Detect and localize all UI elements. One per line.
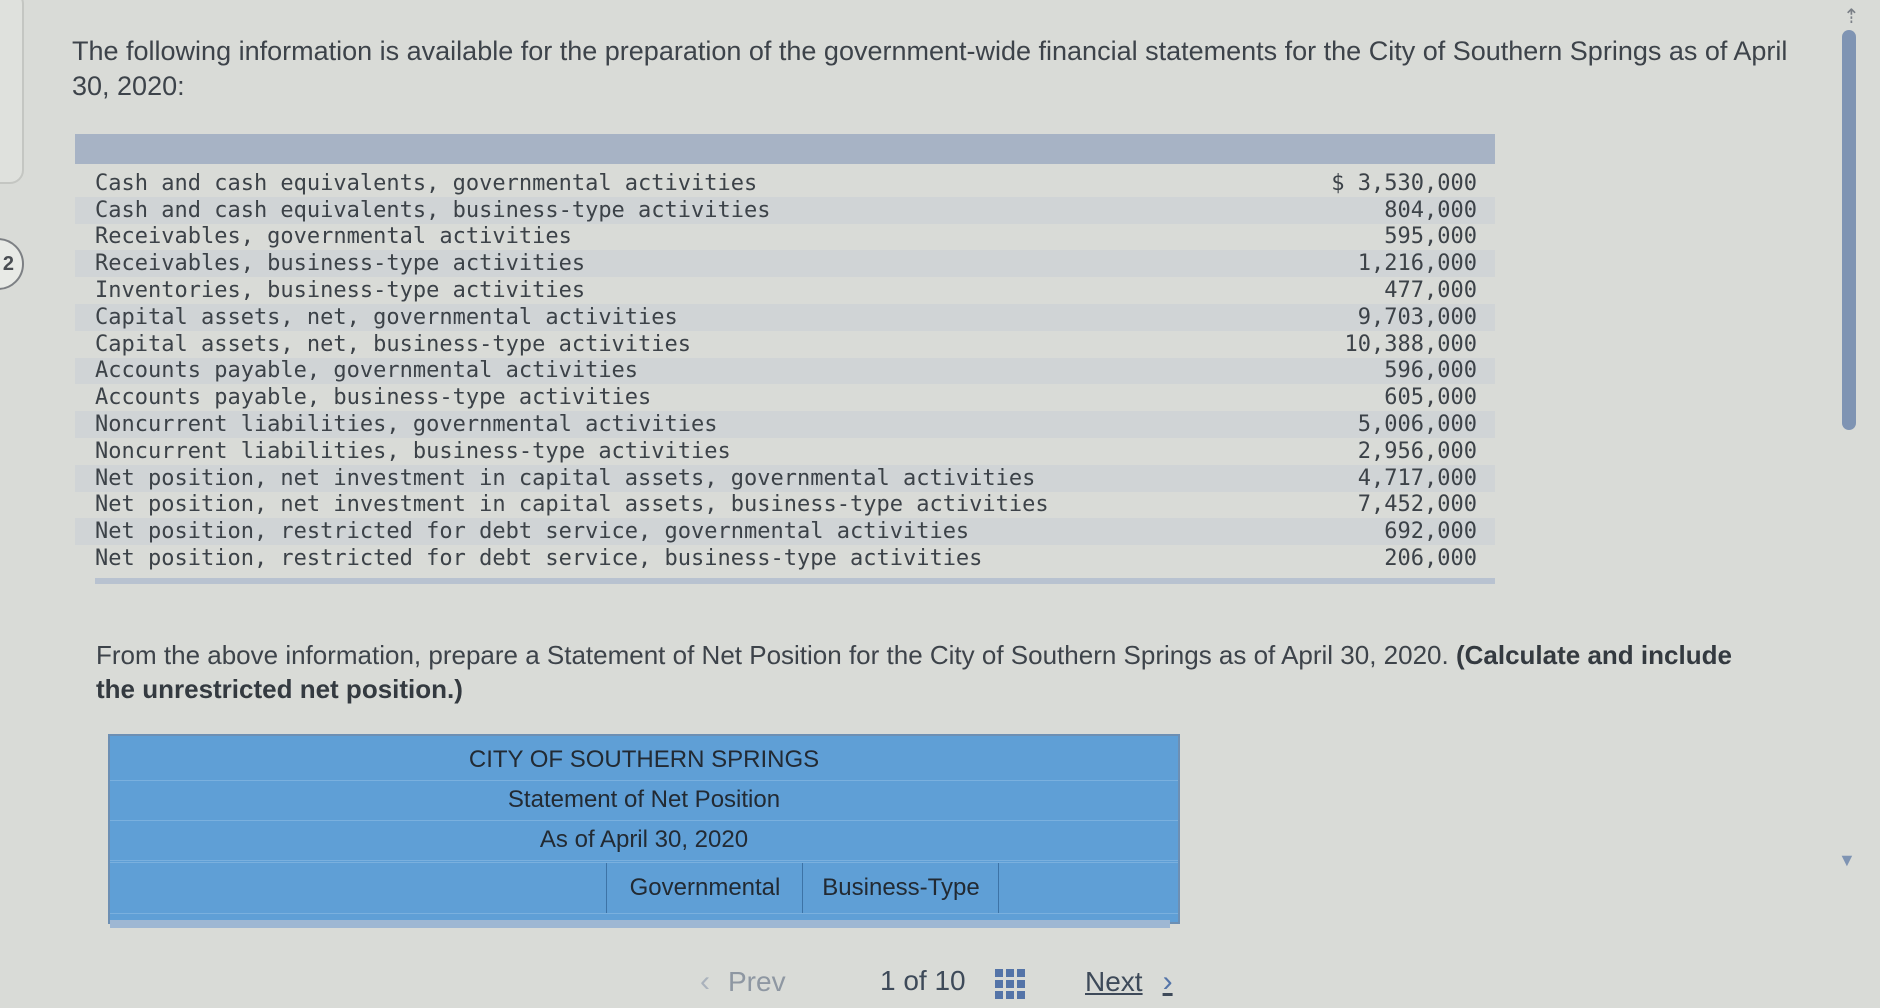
row-amount: 5,006,000 (1357, 412, 1477, 438)
column-header-governmental: Governmental (606, 863, 803, 913)
row-label: Net position, restricted for debt service, governmental activities (95, 519, 970, 545)
given-data-table (75, 134, 1495, 584)
left-panel-edge (0, 0, 24, 184)
row-amount: 10,388,000 (1344, 331, 1477, 357)
table-header-band (75, 134, 1495, 164)
statement-of-net-position (108, 734, 1180, 924)
table-row (75, 438, 1495, 465)
instruction-regular: From the above information, prepare a Statement of Net Position for the City of Southern Springs as of April 30, 2020. (96, 640, 1456, 670)
question-number: 2 (2, 252, 14, 275)
row-label: Noncurrent liabilities, governmental activities (95, 412, 718, 438)
row-amount: 477,000 (1384, 278, 1477, 304)
row-label: Cash and cash equivalents, business-type activities (95, 197, 771, 223)
row-label: Inventories, business-type activities (95, 278, 586, 304)
row-label: Accounts payable, business-type activities (95, 385, 652, 411)
statement-date: As of April 30, 2020 (110, 820, 1178, 861)
row-amount: 4,717,000 (1357, 465, 1477, 491)
table-row (75, 465, 1495, 492)
instruction-bold: (Calculate and include the unrestricted net position.) (96, 640, 1732, 704)
table-row (75, 384, 1495, 411)
row-label: Cash and cash equivalents, governmental activities (95, 170, 758, 196)
table-bottom-rule (95, 578, 1495, 584)
next-label: Next (1085, 966, 1143, 997)
row-amount: $ 3,530,000 (1331, 170, 1477, 196)
table-rows (75, 164, 1495, 572)
table-row (75, 277, 1495, 304)
scrollbar-thumb[interactable] (1842, 30, 1856, 430)
scroll-up-icon[interactable]: ⇡ (1843, 6, 1860, 28)
question-number-badge[interactable] (0, 238, 24, 290)
row-label: Capital assets, net, business-type activities (95, 331, 692, 357)
table-row (75, 492, 1495, 519)
statement-entity: CITY OF SOUTHERN SPRINGS (110, 740, 1178, 781)
row-label: Capital assets, net, governmental activities (95, 304, 678, 330)
chevron-left-icon: ‹ (700, 965, 710, 998)
page-indicator: 1 of 10 (880, 965, 966, 996)
row-amount: 2,956,000 (1357, 438, 1477, 464)
next-button[interactable] (1085, 965, 1173, 999)
row-label: Net position, net investment in capital assets, governmental activities (95, 465, 1036, 491)
column-header-business-type: Business-Type (802, 863, 999, 913)
table-row (75, 250, 1495, 277)
row-amount: 605,000 (1384, 385, 1477, 411)
row-amount: 692,000 (1384, 519, 1477, 545)
statement-title: Statement of Net Position (110, 780, 1178, 821)
row-label: Receivables, business-type activities (95, 251, 586, 277)
row-amount: 1,216,000 (1357, 251, 1477, 277)
row-amount: 596,000 (1384, 358, 1477, 384)
table-row (75, 358, 1495, 385)
row-amount: 7,452,000 (1357, 492, 1477, 518)
question-pager (700, 965, 1220, 1005)
statement-column-headers (110, 862, 1178, 914)
instruction-text (96, 638, 1776, 706)
grid-icon[interactable] (995, 969, 1025, 999)
prev-label: Prev (728, 966, 786, 997)
row-amount: 9,703,000 (1357, 304, 1477, 330)
row-amount: 206,000 (1384, 546, 1477, 572)
statement-bottom-rule (110, 920, 1170, 928)
row-label: Accounts payable, governmental activities (95, 358, 639, 384)
prev-button[interactable] (700, 965, 786, 999)
row-label: Net position, restricted for debt service, business-type activities (95, 546, 983, 572)
row-amount: 595,000 (1384, 224, 1477, 250)
row-label: Receivables, governmental activities (95, 224, 572, 250)
table-row (75, 197, 1495, 224)
table-row (75, 224, 1495, 251)
table-row (75, 545, 1495, 572)
table-row (75, 331, 1495, 358)
table-row (75, 518, 1495, 545)
table-row (75, 304, 1495, 331)
row-label: Net position, net investment in capital assets, business-type activities (95, 492, 1049, 518)
scroll-down-icon[interactable]: ▼ (1838, 850, 1856, 870)
row-amount: 804,000 (1384, 197, 1477, 223)
table-row (75, 411, 1495, 438)
column-header-blank (998, 863, 1181, 913)
table-row (75, 170, 1495, 197)
chevron-right-icon: › (1162, 965, 1173, 998)
row-label: Noncurrent liabilities, business-type activities (95, 438, 731, 464)
question-intro: The following information is available for the preparation of the government-wide financial statements for the City of Southern Springs as of April 30, 2020: (72, 36, 1788, 101)
